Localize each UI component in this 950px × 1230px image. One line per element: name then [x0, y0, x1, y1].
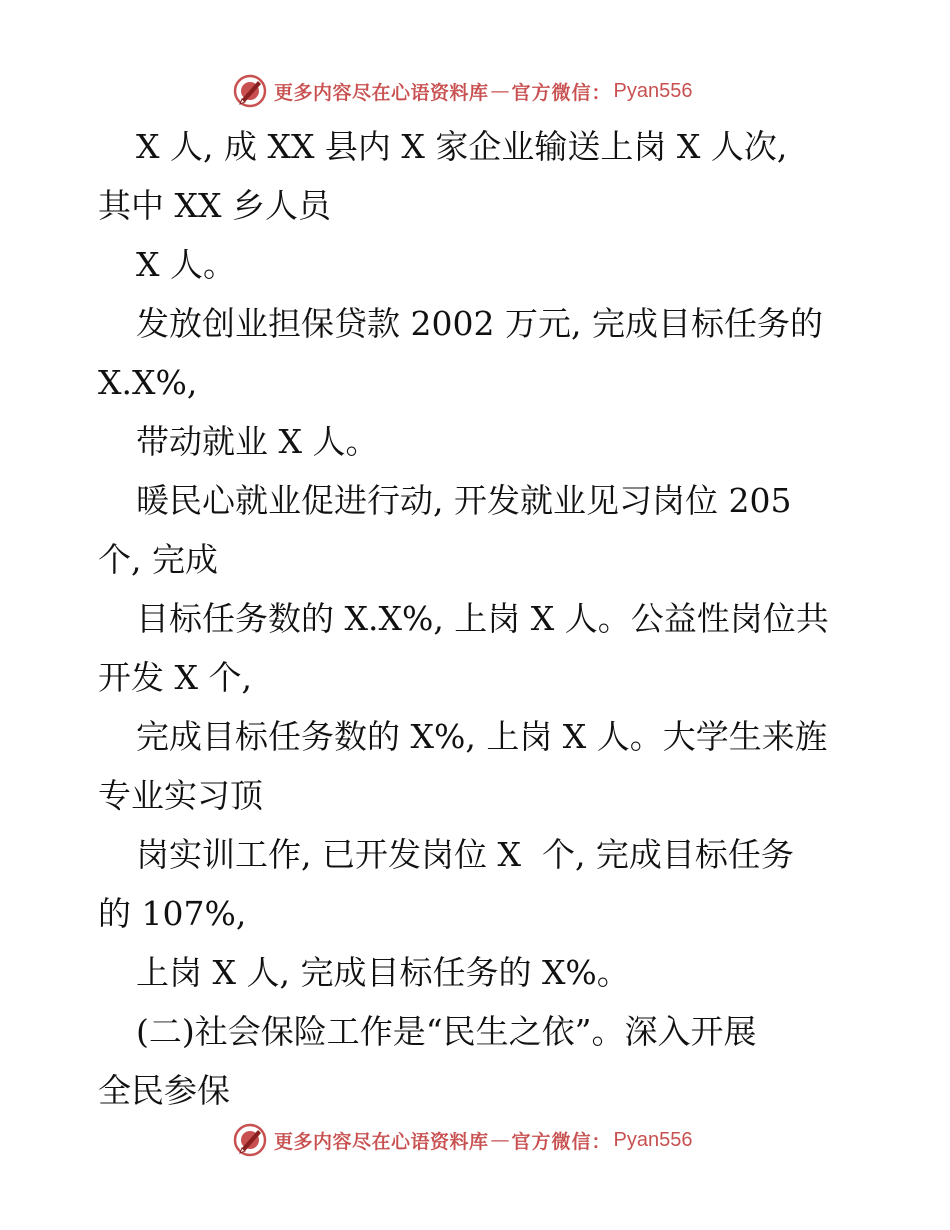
watermark-label: 官方微信：: [511, 1130, 612, 1153]
watermark-title: 更多内容尽在心语资料库: [274, 1130, 489, 1153]
text-line: 完成目标任务数的 X%, 上岗 X 人。大学生来旌: [136, 717, 828, 756]
text-line: 上岗 X 人, 完成目标任务的 X%。: [136, 953, 630, 992]
text-line: X 人, 成 XX 县内 X 家企业输送上岗 X 人次,: [136, 127, 788, 166]
watermark-dash: —: [490, 80, 510, 102]
document-body: [98, 117, 858, 1120]
text-line: X.X%,: [98, 363, 198, 402]
watermark-title: 更多内容尽在心语资料库: [274, 81, 489, 104]
watermark-wechat-id: Pyan556: [613, 79, 693, 102]
text-line: 目标任务数的 X.X%, 上岗 X 人。公益性岗位共: [136, 599, 829, 638]
watermark-header: [232, 71, 693, 111]
watermark-wechat-id: Pyan556: [613, 1128, 693, 1151]
text-line: 专业实习顶: [98, 776, 263, 815]
text-line: 开发 X 个,: [98, 658, 252, 697]
pen-seal-icon: [232, 73, 268, 109]
text-line: 发放创业担保贷款 2002 万元, 完成目标任务的: [136, 304, 823, 343]
text-line: 带动就业 X 人。: [136, 422, 379, 461]
pen-seal-icon: [232, 1122, 268, 1158]
text-line: X 人。: [136, 245, 236, 284]
watermark-label: 官方微信：: [511, 81, 612, 104]
text-line: 暖民心就业促进行动, 开发就业见习岗位 205: [136, 481, 792, 520]
text-line: (二)社会保险工作是“民生之依”。深入开展: [136, 1012, 757, 1051]
text-line: 的 107%,: [98, 894, 247, 933]
watermark-dash: —: [490, 1129, 510, 1151]
watermark-footer: [232, 1120, 693, 1160]
text-line: 岗实训工作, 已开发岗位 X 个, 完成目标任务: [136, 835, 794, 874]
text-line: 个, 完成: [98, 540, 218, 579]
text-line: 其中 XX 乡人员: [98, 186, 331, 225]
text-line: 全民参保: [98, 1071, 230, 1110]
